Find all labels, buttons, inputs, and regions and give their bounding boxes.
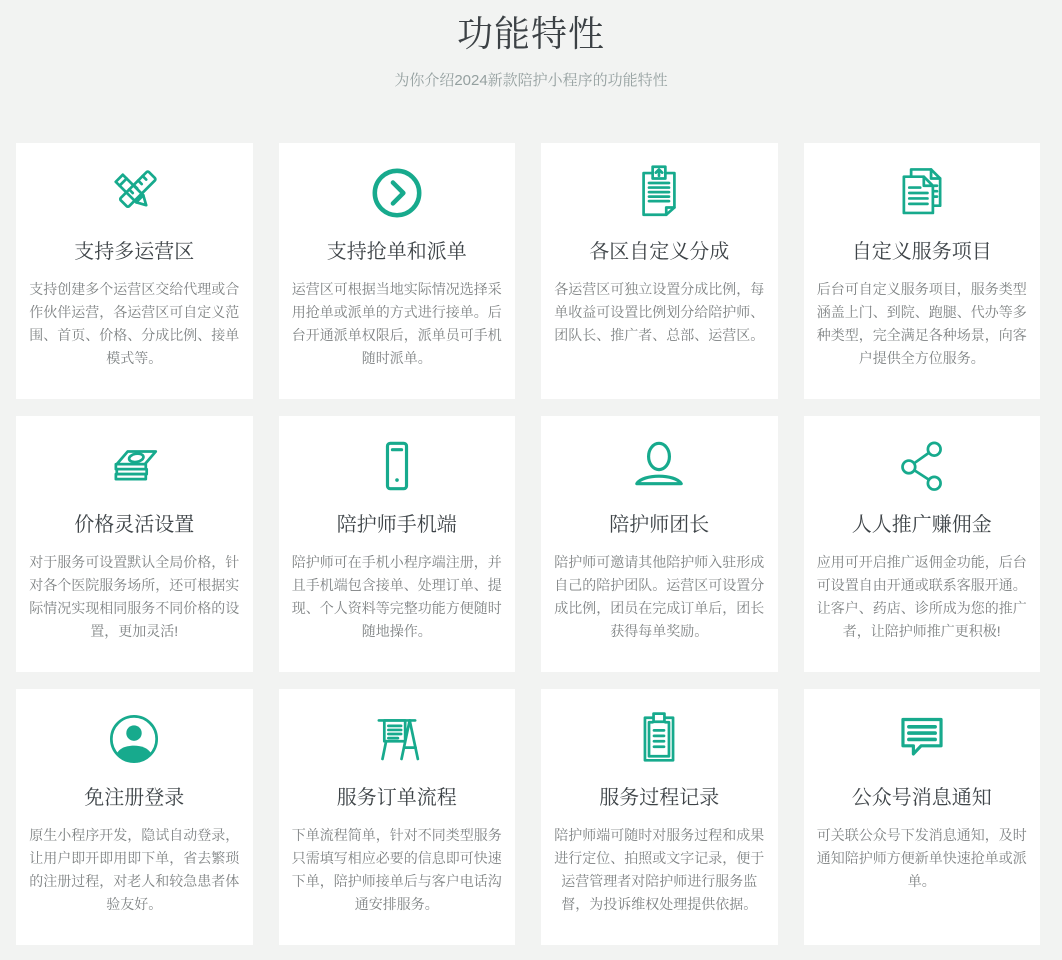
feature-card-order-dispatch bbox=[279, 143, 516, 399]
feature-card-team-leader bbox=[541, 416, 778, 672]
feature-card-flexible-pricing bbox=[16, 416, 253, 672]
feature-description: 下单流程简单，针对不同类型服务只需填写相应必要的信息即可快速下单，陪护师接单后与客户电话沟通安排服务。 bbox=[291, 827, 502, 912]
feature-title: 陪护师手机端 bbox=[336, 514, 457, 536]
feature-description: 原生小程序开发，隐试自动登录，让用户即开即用即下单，省去繁琐的注册过程，对老人和较急患者体验友好。 bbox=[29, 827, 240, 912]
feature-description: 陪护师端可随时对服务过程和成果进行定位、拍照或文字记录，便于运营管理者对陪护师进行服务监督，为投诉维权处理提供依据。 bbox=[554, 827, 765, 912]
feature-card-custom-services bbox=[804, 143, 1041, 399]
chevron-right-circle-icon bbox=[292, 165, 503, 221]
feature-title: 服务过程记录 bbox=[599, 787, 720, 809]
feature-description: 支持创建多个运营区交给代理或合作伙伴运营，各运营区可自定义范围、首页、价格、分成比例、接单模式等。 bbox=[29, 281, 240, 366]
features-grid bbox=[0, 143, 1062, 945]
feature-card-process-record bbox=[541, 689, 778, 945]
feature-card-multi-region bbox=[16, 143, 253, 399]
feature-title: 支持多运营区 bbox=[74, 241, 195, 263]
feature-description: 后台可自定义服务项目，服务类型涵盖上门、到院、跑腿、代办等多种类型，完全满足各种场景，向客户提供全方位服务。 bbox=[816, 281, 1027, 366]
feature-description: 运营区可根据当地实际情况选择采用抢单或派单的方式进行接单。后台开通派单权限后，派单员可手机随时派单。 bbox=[291, 281, 502, 366]
feature-title: 服务订单流程 bbox=[336, 787, 457, 809]
feature-card-official-account-notify bbox=[804, 689, 1041, 945]
feature-card-order-flow bbox=[279, 689, 516, 945]
feature-title: 支持抢单和派单 bbox=[326, 241, 467, 263]
feature-card-caregiver-mobile bbox=[279, 416, 516, 672]
page-title: 功能特性 bbox=[456, 13, 605, 54]
user-circle-icon bbox=[29, 711, 240, 767]
easel-icon bbox=[292, 711, 503, 767]
share-icon bbox=[817, 438, 1028, 494]
feature-title: 价格灵活设置 bbox=[74, 514, 195, 536]
feature-description: 陪护师可在手机小程序端注册，并且手机端包含接单、处理订单、提现、个人资料等完整功能方便随时随地操作。 bbox=[291, 554, 502, 639]
feature-title: 人人推广赚佣金 bbox=[851, 514, 992, 536]
feature-title: 自定义服务项目 bbox=[851, 241, 992, 263]
clipboard-icon bbox=[554, 711, 765, 767]
feature-description: 应用可开启推广返佣金功能，后台可设置自由开通或联系客服开通。让客户、药店、诊所成为您的推广者，让陪护师推广更积极! bbox=[816, 554, 1027, 639]
feature-card-promotion-commission bbox=[804, 416, 1041, 672]
page-subtitle: 为你介绍2024新款陪护小程序的功能特性 bbox=[394, 72, 668, 89]
features-header bbox=[0, 0, 1062, 91]
feature-card-no-registration bbox=[16, 689, 253, 945]
money-stack-icon bbox=[29, 438, 240, 494]
document-upload-icon bbox=[554, 165, 765, 221]
feature-description: 对于服务可设置默认全局价格，针对各个医院服务场所，还可根据实际情况实现相同服务不同价格的设置，更加灵活! bbox=[29, 554, 240, 639]
documents-icon bbox=[817, 165, 1028, 221]
feature-title: 陪护师团长 bbox=[609, 514, 710, 536]
feature-title: 免注册登录 bbox=[84, 787, 185, 809]
feature-description: 陪护师可邀请其他陪护师入驻形成自己的陪护团队。运营区可设置分成比例，团员在完成订单后，团长获得每单奖励。 bbox=[554, 554, 765, 639]
feature-description: 各运营区可独立设置分成比例，每单收益可设置比例划分给陪护师、团队长、推广者、总部、运营区。 bbox=[554, 281, 765, 343]
smartphone-icon bbox=[292, 438, 503, 494]
feature-title: 各区自定义分成 bbox=[589, 241, 730, 263]
user-icon bbox=[554, 438, 765, 494]
message-icon bbox=[817, 711, 1028, 767]
feature-title: 公众号消息通知 bbox=[851, 787, 992, 809]
feature-card-commission-split bbox=[541, 143, 778, 399]
feature-description: 可关联公众号下发消息通知，及时通知陪护师方便新单快速抢单或派单。 bbox=[816, 827, 1027, 889]
ruler-pencil-icon bbox=[29, 165, 240, 221]
